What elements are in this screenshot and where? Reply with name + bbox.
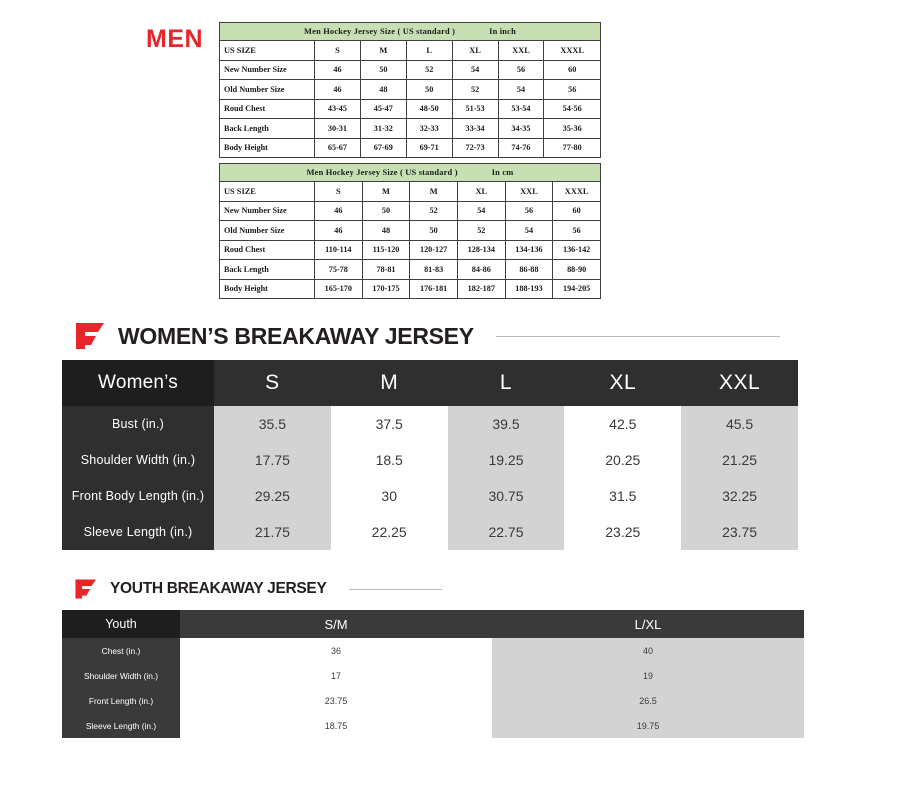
cell: 39.5 [448, 406, 565, 442]
table-title-row [220, 23, 601, 41]
cell: 54 [505, 221, 553, 241]
youth-section-title: YOUTH BREAKAWAY JERSEY [110, 580, 327, 597]
cell: 18.75 [180, 713, 492, 738]
cell: 18.5 [331, 442, 448, 478]
corner-label: Youth [62, 610, 180, 638]
row-label: Sleeve Length (in.) [62, 713, 180, 738]
womens-size-section [0, 312, 899, 550]
cell: 48 [360, 80, 406, 100]
cell: 23.75 [180, 688, 492, 713]
column-header-xl: XL [457, 182, 505, 202]
row-label: Sleeve Length (in.) [62, 514, 214, 550]
cell: 60 [553, 201, 601, 221]
cell: 43-45 [315, 99, 361, 119]
column-header-s: S [315, 182, 363, 202]
flag-logo-icon [72, 578, 98, 600]
corner-label: Women’s [62, 360, 214, 406]
cell: 22.25 [331, 514, 448, 550]
cell: 69-71 [406, 138, 452, 158]
men-size-table-inch [219, 22, 601, 158]
men-size-table-cm [219, 163, 601, 299]
table-row [62, 638, 804, 663]
table-row [62, 406, 798, 442]
column-header-l: L [448, 360, 565, 406]
table-row [62, 713, 804, 738]
table-row [220, 240, 601, 260]
column-header-ussize: US SIZE [220, 182, 315, 202]
men-size-section [0, 0, 899, 312]
table-title-text: Men Hockey Jersey Size ( US standard ) [304, 27, 456, 36]
column-header-s: S [315, 41, 361, 61]
cell: 54 [498, 80, 544, 100]
cell: 17 [180, 663, 492, 688]
cell: 21.75 [214, 514, 331, 550]
cell: 52 [410, 201, 458, 221]
column-header-m: M [360, 41, 406, 61]
row-label: Body Height [220, 138, 315, 158]
column-header-s: S [214, 360, 331, 406]
table-row [220, 138, 601, 158]
cell: 56 [553, 221, 601, 241]
row-label: Old Number Size [220, 80, 315, 100]
column-header-xl: XL [452, 41, 498, 61]
column-header-xxl: XXL [681, 360, 798, 406]
column-header-xxxl: XXXL [544, 41, 601, 61]
table-title-cell [220, 23, 601, 41]
youth-section-heading [72, 568, 862, 610]
youth-size-section [0, 568, 899, 738]
cell: 78-81 [362, 260, 410, 280]
table-title-text: Men Hockey Jersey Size ( US standard ) [306, 168, 458, 177]
table-row [220, 221, 601, 241]
table-row [62, 688, 804, 713]
table-unit-text: In cm [491, 168, 514, 177]
table-header-row [220, 41, 601, 61]
cell: 31-32 [360, 119, 406, 139]
column-header-m: M [331, 360, 448, 406]
column-header-xxxl: XXXL [553, 182, 601, 202]
row-label: Chest (in.) [62, 638, 180, 663]
flag-logo-icon [72, 321, 106, 351]
cell: 21.25 [681, 442, 798, 478]
cell: 65-67 [315, 138, 361, 158]
cell: 34-35 [498, 119, 544, 139]
table-unit-text: In inch [489, 27, 516, 36]
cell: 54 [452, 60, 498, 80]
cell: 52 [457, 221, 505, 241]
table-header-row [62, 610, 804, 638]
cell: 88-90 [553, 260, 601, 280]
cell: 46 [315, 60, 361, 80]
men-tables-wrapper [219, 22, 601, 299]
cell: 40 [492, 638, 804, 663]
cell: 37.5 [331, 406, 448, 442]
womens-section-heading [72, 312, 862, 360]
cell: 19 [492, 663, 804, 688]
table-title-row [220, 164, 601, 182]
column-header-m: M [362, 182, 410, 202]
row-label: Body Height [220, 279, 315, 299]
cell: 19.75 [492, 713, 804, 738]
cell: 52 [406, 60, 452, 80]
row-label: Bust (in.) [62, 406, 214, 442]
cell: 50 [410, 221, 458, 241]
cell: 120-127 [410, 240, 458, 260]
cell: 23.75 [681, 514, 798, 550]
cell: 72-73 [452, 138, 498, 158]
column-header-xl: XL [564, 360, 681, 406]
table-row [220, 99, 601, 119]
cell: 42.5 [564, 406, 681, 442]
cell: 81-83 [410, 260, 458, 280]
table-row [62, 663, 804, 688]
cell: 86-88 [505, 260, 553, 280]
column-header-l: L [406, 41, 452, 61]
row-label: Shoulder Width (in.) [62, 663, 180, 688]
cell: 26.5 [492, 688, 804, 713]
row-label: Roud Chest [220, 99, 315, 119]
cell: 19.25 [448, 442, 565, 478]
cell: 67-69 [360, 138, 406, 158]
cell: 50 [406, 80, 452, 100]
cell: 46 [315, 201, 363, 221]
cell: 54 [457, 201, 505, 221]
cell: 50 [362, 201, 410, 221]
cell: 194-205 [553, 279, 601, 299]
cell: 56 [498, 60, 544, 80]
cell: 56 [544, 80, 601, 100]
cell: 48 [362, 221, 410, 241]
column-header-xxl: XXL [498, 41, 544, 61]
table-title-cell [220, 164, 601, 182]
row-label: Old Number Size [220, 221, 315, 241]
table-row [62, 478, 798, 514]
column-header-xxl: XXL [505, 182, 553, 202]
column-header-lxl: L/XL [492, 610, 804, 638]
table-row [220, 60, 601, 80]
cell: 30.75 [448, 478, 565, 514]
table-row [220, 119, 601, 139]
row-label: New Number Size [220, 60, 315, 80]
table-row [62, 442, 798, 478]
table-row [220, 201, 601, 221]
cell: 31.5 [564, 478, 681, 514]
womens-size-table [62, 360, 798, 550]
table-row [220, 260, 601, 280]
cell: 60 [544, 60, 601, 80]
cell: 36 [180, 638, 492, 663]
cell: 182-187 [457, 279, 505, 299]
row-label: Back Length [220, 119, 315, 139]
cell: 35-36 [544, 119, 601, 139]
cell: 128-134 [457, 240, 505, 260]
cell: 22.75 [448, 514, 565, 550]
cell: 54-56 [544, 99, 601, 119]
cell: 170-175 [362, 279, 410, 299]
youth-size-table [62, 610, 804, 738]
heading-divider [349, 589, 443, 590]
cell: 23.25 [564, 514, 681, 550]
cell: 17.75 [214, 442, 331, 478]
cell: 84-86 [457, 260, 505, 280]
cell: 30-31 [315, 119, 361, 139]
cell: 52 [452, 80, 498, 100]
cell: 46 [315, 221, 363, 241]
cell: 136-142 [553, 240, 601, 260]
cell: 51-53 [452, 99, 498, 119]
cell: 32-33 [406, 119, 452, 139]
cell: 75-78 [315, 260, 363, 280]
cell: 29.25 [214, 478, 331, 514]
cell: 56 [505, 201, 553, 221]
table-row [220, 279, 601, 299]
cell: 53-54 [498, 99, 544, 119]
row-label: Back Length [220, 260, 315, 280]
column-header-m2: M [410, 182, 458, 202]
column-header-ussize: US SIZE [220, 41, 315, 61]
cell: 46 [315, 80, 361, 100]
cell: 134-136 [505, 240, 553, 260]
column-header-sm: S/M [180, 610, 492, 638]
cell: 165-170 [315, 279, 363, 299]
cell: 20.25 [564, 442, 681, 478]
cell: 50 [360, 60, 406, 80]
cell: 35.5 [214, 406, 331, 442]
table-row [220, 80, 601, 100]
heading-divider [496, 336, 780, 337]
table-header-row [62, 360, 798, 406]
table-header-row [220, 182, 601, 202]
row-label: Front Body Length (in.) [62, 478, 214, 514]
cell: 48-50 [406, 99, 452, 119]
cell: 188-193 [505, 279, 553, 299]
cell: 33-34 [452, 119, 498, 139]
row-label: New Number Size [220, 201, 315, 221]
cell: 74-76 [498, 138, 544, 158]
table-row [62, 514, 798, 550]
cell: 77-80 [544, 138, 601, 158]
cell: 30 [331, 478, 448, 514]
cell: 45.5 [681, 406, 798, 442]
cell: 32.25 [681, 478, 798, 514]
cell: 176-181 [410, 279, 458, 299]
men-section-label: MEN [146, 25, 204, 53]
cell: 45-47 [360, 99, 406, 119]
cell: 110-114 [315, 240, 363, 260]
row-label: Roud Chest [220, 240, 315, 260]
womens-section-title: WOMEN’S BREAKAWAY JERSEY [118, 322, 474, 349]
cell: 115-120 [362, 240, 410, 260]
row-label: Front Length (in.) [62, 688, 180, 713]
row-label: Shoulder Width (in.) [62, 442, 214, 478]
